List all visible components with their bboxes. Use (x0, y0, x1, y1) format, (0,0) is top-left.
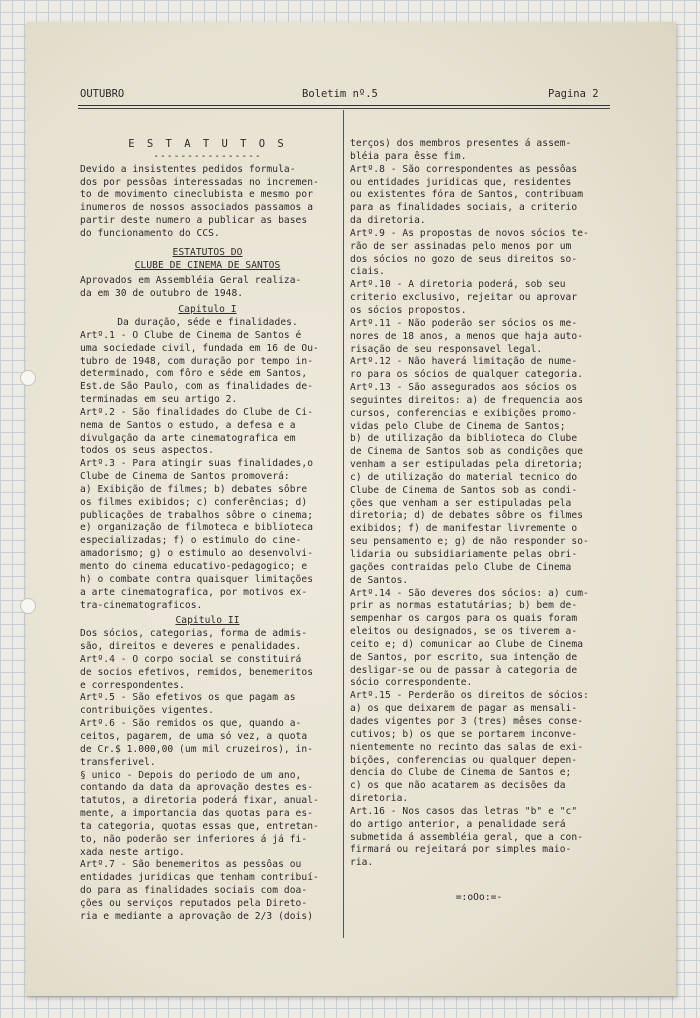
text-line: os sócios propostos. (350, 304, 467, 316)
text-line: todos os seus aspectos. (80, 445, 214, 457)
text-line: Est.de São Paulo, com as finalidades de- (80, 381, 314, 393)
text-line: da em 30 de outubro de 1948. (80, 288, 244, 300)
text-line: nema de Santos o estudo, a defesa e a (80, 419, 296, 431)
text-line: § unico - Depois do periodo de um ano, (80, 769, 302, 781)
header-month: OUTUBRO (80, 88, 125, 100)
statutes-heading: ESTATUTOS DO (172, 246, 243, 258)
punch-hole (20, 370, 36, 386)
paragraph-unico (80, 770, 335, 860)
text-line: firmará ou rejeitará por simples maio- (350, 844, 572, 856)
text-line: do funcionamento do CCS. (80, 227, 220, 239)
text-line: contando da data da aprovação destes es- (80, 782, 314, 794)
text-line: vidas pelo Clube de Cinema de Santos; (350, 420, 566, 432)
text-line: Artº.14 - São deveres dos sócios: a) cum- (350, 587, 589, 599)
approval-note (80, 275, 335, 301)
text-line: de socios efetivos, remidos, benemeritos (80, 666, 314, 678)
text-line: ta categoria, quotas essas que, entretan- (80, 820, 319, 832)
text-line: mento do cinema educativo-pedagogico; e (80, 561, 308, 572)
end-mark: =:oOo:=- (455, 892, 503, 904)
text-line: Artº.6 - São remidos os que, quando a- (80, 718, 302, 730)
text-line: do artigo anterior, a penalidade será (350, 818, 566, 830)
text-line: Artº.8 - São correspondentes as pessôas (350, 163, 578, 175)
text-line: exibidos; f) de manifestar livremente o (350, 523, 578, 535)
text-line: eleitos ou designados, se os tiverem a- (350, 626, 578, 638)
text-line: nores de 18 anos, a menos que haja auto- (350, 330, 584, 342)
text-line: para as finalidades sociais, a criterio (350, 202, 578, 214)
text-line: desligar-se ou de passar à categoria de (350, 664, 578, 676)
text-line: e) organização de filmoteca e biblioteca (80, 522, 314, 534)
chapter-2-heading: Capitulo II (175, 615, 240, 627)
article-5 (80, 692, 335, 718)
article-4 (80, 654, 335, 693)
intro-paragraph (80, 164, 335, 241)
text-line: c) de utilização do material tecnico do (350, 471, 578, 483)
text-line: ou entidades juridicas que, residentes (350, 176, 572, 188)
club-name-heading: CLUBE DE CINEMA DE SANTOS (134, 259, 281, 271)
text-line: da diretoria. (350, 215, 426, 227)
text-line: divulgação da arte cinematografica em (80, 432, 296, 444)
article-16 (350, 806, 608, 870)
article-15 (350, 690, 608, 806)
text-line: to, não poderão ser inferiores á já fi- (80, 833, 308, 845)
text-line: ceito e; d) comunicar ao Clube de Cinema (350, 638, 584, 650)
chapter-1-heading: Capitulo I (178, 304, 237, 316)
text-line: Artº.1 - O Clube de Cinema de Santos é (80, 329, 302, 341)
text-line: gações contraidas pelo Clube de Cinema (350, 561, 572, 573)
text-line: ou existentes fóra de Santos, contribuam (350, 189, 584, 201)
article-9 (350, 228, 608, 279)
text-line: Artº.15 - Perderão os direitos de sócios: (350, 690, 589, 702)
article-10 (350, 279, 608, 318)
text-line: Devido a insistentes pedidos formula- (80, 163, 296, 175)
text-line: de Santos, por escrito, sua intenção de (350, 651, 578, 663)
text-line: to de movimento cineclubista e mesmo por (80, 189, 314, 201)
text-line: dades vigentes por 3 (tres) mêses conse- (350, 715, 584, 727)
text-line: risação de seu responsavel legal. (350, 343, 543, 355)
article-1 (80, 330, 335, 407)
text-line: terminadas em seu artigo 2. (80, 394, 238, 406)
text-line: lidaria ou subsidiariamente pelas obri- (350, 549, 578, 560)
text-line: Artº.3 - Para atingir suas finalidades,o (80, 458, 314, 470)
article-13 (350, 382, 608, 588)
text-line: ria. (350, 857, 374, 869)
column-divider (343, 110, 344, 938)
text-line: terços) dos membros presentes á assem- (350, 138, 572, 149)
header-rule (78, 105, 610, 106)
text-line: ções que venham a ser estipuladas pela (350, 497, 572, 509)
text-line: prir as normas estatutárias; b) bem de- (350, 600, 578, 612)
statutes-title: E S T A T U T O S (128, 138, 287, 150)
text-line: Artº.5 - São efetivos os que pagam as (80, 692, 296, 704)
text-line: a) Exibição de filmes; b) debates sôbre (80, 483, 308, 495)
text-line: de Cr.$ 1.000,00 (um mil cruzeiros), in- (80, 743, 314, 755)
text-line: submetida á assembléia geral, que a con- (350, 831, 584, 843)
text-line: entidades juridicas que tenham contribuí- (80, 872, 319, 884)
text-line: seu pensamento e; g) de não responder so- (350, 536, 589, 548)
title-rule: ---------------- (153, 150, 262, 162)
article-7-continuation (350, 138, 608, 164)
text-line: e correspondentes. (80, 679, 185, 691)
text-line: Art.16 - Nos casos das letras "b" e "c" (350, 805, 578, 817)
right-column (350, 138, 608, 905)
text-line: mente, a importancia das quotas para es- (80, 808, 314, 820)
text-line: os filmes exibidos; c) conferências; d) (80, 496, 308, 508)
text-line: h) o combate contra quaisquer limitações (80, 573, 314, 585)
punch-hole (20, 598, 36, 614)
text-line: Artº.2 - São finalidades do Clube de Ci- (80, 406, 314, 418)
text-line: Clube de Cinema de Santos promoverá: (80, 471, 290, 483)
header-bulletin: Boletim nº.5 (302, 88, 378, 100)
text-line: determinado, com fôro e séde em Santos, (80, 368, 308, 380)
text-line: seguintes direitos: a) de frequencia aos (350, 394, 584, 406)
text-line: amadorismo; g) o estimulo ao desenvolvi- (80, 548, 314, 560)
text-line: ciais. (350, 266, 385, 278)
text-line: tubro de 1948, com duração por tempo in- (80, 355, 314, 367)
text-line: rão de ser assinadas pelo menos por um (350, 240, 572, 252)
text-line: nientemente no recinto das salas de exi- (350, 741, 584, 753)
text-line: a) os que deixarem de pagar as mensali- (350, 703, 578, 715)
text-line: transferivel. (80, 756, 156, 768)
article-3 (80, 458, 335, 612)
article-14 (350, 588, 608, 691)
text-line: cutivos; b) os que se portarem inconve- (350, 728, 578, 740)
article-2 (80, 407, 335, 458)
article-6 (80, 718, 335, 769)
text-line: Artº.12 - Não haverá limitação de nume- (350, 356, 578, 368)
text-line: publicações de trabalhos sôbre o cinema; (80, 509, 314, 521)
text-line: Artº.10 - A diretoria poderá, sob seu (350, 279, 566, 291)
text-line: bições, conferencias ou qualquer depen- (350, 754, 578, 766)
text-line: dencia do Clube de Cinema de Santos e; (350, 767, 572, 779)
text-line: Artº.11 - Não poderão ser sócios os me- (350, 317, 578, 329)
text-line: Artº.13 - São assegurados aos sócios os (350, 382, 578, 394)
text-line: ria e mediante a aprovação de 2/3 (dois) (80, 910, 314, 922)
text-line: ceitos, pagarem, de uma só vez, a quota (80, 730, 308, 742)
text-line: Artº.7 - São benemeritos as pessôas ou (80, 859, 302, 871)
text-line: ções ou serviços reputados pela Direto- (80, 897, 308, 909)
left-column (80, 138, 335, 924)
article-7 (80, 859, 335, 923)
text-line: a arte cinematografica, por motivos ex- (80, 586, 308, 598)
header-rule (78, 108, 610, 109)
text-line: criterio exclusivo, rejeitar ou aprovar (350, 292, 578, 304)
text-line: dos sócios no gozo de seus direitos so- (350, 253, 578, 265)
text-line: são, direitos e deveres e penalidades. (80, 641, 302, 653)
text-line: ro para os sócios de qualquer categoria. (350, 369, 584, 381)
text-line: venham a ser estipuladas pela diretoria; (350, 459, 584, 471)
text-line: Clube de Cinema de Santos sob as condi- (350, 484, 578, 496)
text-line: do para as finalidades sociais com doa- (80, 885, 308, 897)
text-line: Artº.9 - As propostas de novos sócios te- (350, 227, 589, 239)
text-line: Artº.4 - O corpo social se constituirá (80, 653, 302, 665)
article-11 (350, 318, 608, 357)
text-line: c) os que não acatarem as decisões da (350, 780, 566, 792)
text-line: tatutos, a diretoria poderá fixar, anual- (80, 795, 319, 807)
article-8 (350, 164, 608, 228)
text-line: diretoria; d) de debates sôbre os filmes (350, 510, 584, 522)
text-line: sócio correspondente. (350, 677, 473, 689)
text-line: sempenhar os cargos para os quais foram (350, 613, 578, 625)
text-line: xada neste artigo. (80, 846, 185, 858)
text-line: de Cinema de Santos sob as condições que (350, 446, 584, 458)
text-line: cursos, conferencias e exibições promo- (350, 407, 578, 419)
text-line: Dos sócios, categorias, forma de admis- (80, 628, 308, 640)
text-line: Aprovados em Assembléia Geral realiza- (80, 275, 302, 287)
text-line: de Santos. (350, 574, 409, 586)
chapter-1-subtitle: Da duração, séde e finalidades. (117, 316, 298, 328)
chapter-2-subtitle (80, 628, 335, 654)
text-line: bléia para êsse fim. (350, 150, 467, 162)
text-line: contribuições vigentes. (80, 705, 214, 717)
article-12 (350, 356, 608, 382)
text-line: diretoria. (350, 793, 409, 805)
text-line: tra-cinematograficos. (80, 599, 203, 611)
text-line: b) de utilização da biblioteca do Clube (350, 433, 578, 445)
text-line: partir deste numero a publicar as bases (80, 215, 308, 227)
text-line: inumeros de nossos associados passamos a (80, 202, 314, 214)
text-line: dos por pessôas interessadas no incremen- (80, 176, 319, 188)
text-line: uma sociedade civil, fundada em 16 de Ou- (80, 342, 319, 354)
text-line: especializadas; f) o estimulo do cine- (80, 535, 302, 547)
header-page-number: Pagina 2 (548, 88, 599, 100)
